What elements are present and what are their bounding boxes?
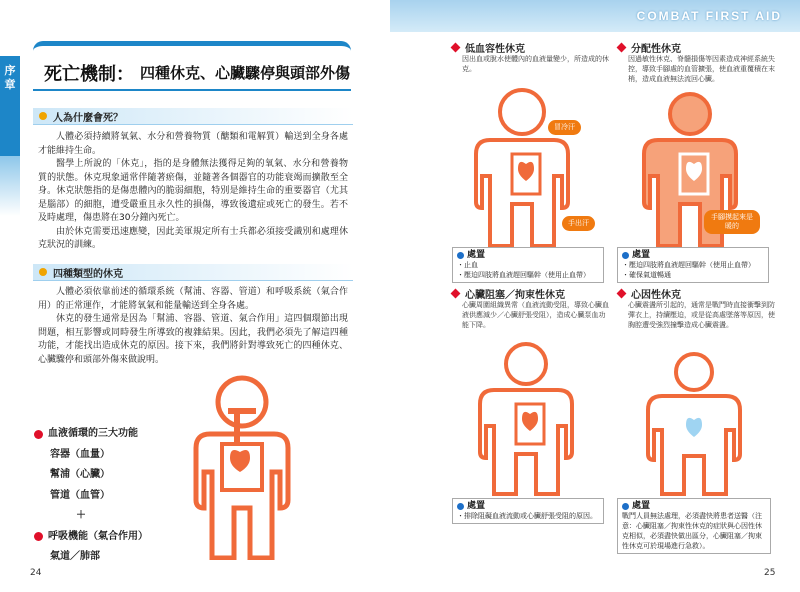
bullet-icon <box>39 112 47 120</box>
paragraph: 人體必須持續將氧氣、水分和營養物質（醣類和電解質）輸送到全身各處才能維持生命。 <box>38 132 348 156</box>
legend-item: 容器（血量） <box>50 448 110 460</box>
airway-bar <box>228 408 256 414</box>
trachea-line <box>234 414 240 444</box>
shock-title-obstructive: 心臟阻塞／拘束性休克 <box>452 286 565 301</box>
circle-icon <box>457 252 464 259</box>
care-item: ・確保氣道暢通 <box>622 271 671 279</box>
page-number-left: 24 <box>30 568 42 578</box>
care-box: 處置 ・壓迫四肢將血液趕回驅幹（使用止血帶） ・確保氣道暢通 <box>617 247 769 283</box>
bubble-hand-sweat: 手出汗 <box>562 216 595 231</box>
red-dot-icon <box>34 430 43 439</box>
care-text: 戰鬥人員無法處理，必須盡快將患者送醫（注意：心臟阻塞／拘束性休克的症狀與心因性休克相似，必須盡快做出區分，心臟阻塞／拘束性休克可於現場進行急救）。 <box>622 512 762 550</box>
bubble-warm-limbs: 手腳摸起來是暖的 <box>704 210 760 234</box>
shock-title-hypovolemic: 低血容性休克 <box>452 40 525 55</box>
paragraph: 人體必須依靠前述的循環系統（幫浦、容器、管道）和呼吸系統（氣合作用）的正常運作，才能將氧氣和能量輸送到全身各處。 <box>38 287 348 311</box>
page-number-right: 25 <box>764 568 776 578</box>
legend-item: 幫浦（心臟） <box>50 469 110 480</box>
body-circulation-figure <box>188 372 296 560</box>
bullet-icon <box>39 268 47 276</box>
paragraph: 由於休克需要迅速應變，因此美軍規定所有士兵都必須接受識別和處理休克狀況的訓練。 <box>38 226 348 250</box>
shock-title-cardiogenic: 心因性休克 <box>618 286 681 301</box>
care-box: 處置 戰鬥人員無法處理，必須盡快將患者送醫（注意：心臟阻塞／拘束性休克的症狀與心因性休克相似，必須盡快做出區分，心臟阻塞／拘束性休克可於現場進行急救）。 <box>617 498 771 554</box>
brand-title: COMBAT FIRST AID <box>636 9 782 23</box>
diamond-icon <box>451 43 461 53</box>
care-box: 處置 ・排除阻礙血液流動或心臟舒張受阻的原因。 <box>452 498 604 524</box>
legend-title-2: 呼吸機能（氣合作用） <box>48 530 148 542</box>
legend-plus: ＋ <box>76 510 86 521</box>
shock-desc: 因出血或脫水使體內的血液量變少，所造成的休克。 <box>462 55 609 73</box>
legend-title: 血液循環的三大功能 <box>48 428 138 439</box>
legend <box>34 424 148 568</box>
red-dot-icon <box>34 532 43 541</box>
shock-desc: 因過敏性休克、脊髓損傷等因素造成神經系統失控，導致手腳處的血管擴張，使血液重覆積在末梢，造成血液無法流回心臟。 <box>628 55 775 83</box>
section-heading-1 <box>33 108 353 125</box>
shock-title-distributive: 分配性休克 <box>618 40 681 55</box>
section-1-body <box>38 131 348 253</box>
care-item: ・止血 <box>457 261 478 269</box>
circle-icon <box>457 503 464 510</box>
side-strip <box>0 156 20 216</box>
diamond-icon <box>617 43 627 53</box>
care-item: ・排除阻礙血液流動或心臟舒張受阻的原因。 <box>457 512 597 520</box>
circle-icon <box>622 503 629 510</box>
legend-item: 管道（血管） <box>50 489 110 501</box>
circle-icon <box>622 252 629 259</box>
paragraph: 醫學上所說的「休克」，指的是身體無法獲得足夠的氧氣、水分和營養物質的狀態。休克現象通常伴隨著瘀傷，並隨著各個器官的功能衰竭而擴散至全身。休克狀態指的是傷患體內的脆弱細胞，特別是維持生命的重要器官（尤其是腦部）的細胞，遭受嚴重且永久性的損傷，導致後遺症或死亡的發生。若不及時處理，傷患將在30分鐘內死亡。 <box>38 159 348 223</box>
section-heading-2 <box>33 264 353 281</box>
care-item: ・壓迫四肢將血液趕回驅幹（使用止血帶） <box>457 271 590 279</box>
bubble-cold-sweat: 冒冷汗 <box>548 120 581 135</box>
shock-desc: 心臟周圍組織異常（血液流動受阻，導致心臟血液供應減少／心臟舒張受阻），造成心臟泵血功能下降。 <box>462 301 609 329</box>
paragraph: 休克的發生通常是因為「幫浦、容器、管道、氣合作用」這四個環節出現問題，相互影響或同時發生所導致的複雜結果。因此，我們必須先了解這四種功能，才能找出造成休克的原因。接下來，我們將針對導致死亡的四種休克、心臟驟停和頭部外傷來做說明。 <box>38 314 348 365</box>
page-subtitle: 四種休克、心臟驟停與頭部外傷 <box>140 64 351 82</box>
title-rule <box>33 89 351 91</box>
body-figure-cardiogenic <box>638 350 750 496</box>
body-figure-obstructive <box>470 340 582 496</box>
side-tab-label: 序章 <box>4 64 16 91</box>
section-title: 人為什麼會死？ <box>53 113 123 124</box>
side-chapter-tab[interactable] <box>0 56 20 156</box>
diamond-icon <box>451 289 461 299</box>
section-title: 四種類型的休克 <box>53 269 123 280</box>
shock-desc: 心臟震盪所引起的，通常是戰鬥時直接衝擊到防彈衣上，持續壓迫，或是從高處墜落等原因，使胸腔遭受強烈撞擊造成心臟震盪。 <box>628 301 775 329</box>
diamond-icon <box>617 289 627 299</box>
page-title: 死亡機制： <box>44 64 134 85</box>
care-item: ・壓迫四肢將血液趕回驅幹（使用止血帶） <box>622 261 755 269</box>
legend-item: 氣道／肺部 <box>50 551 100 562</box>
care-box: 處置 ・止血 ・壓迫四肢將血液趕回驅幹（使用止血帶） <box>452 247 604 283</box>
section-2-body <box>38 286 348 367</box>
